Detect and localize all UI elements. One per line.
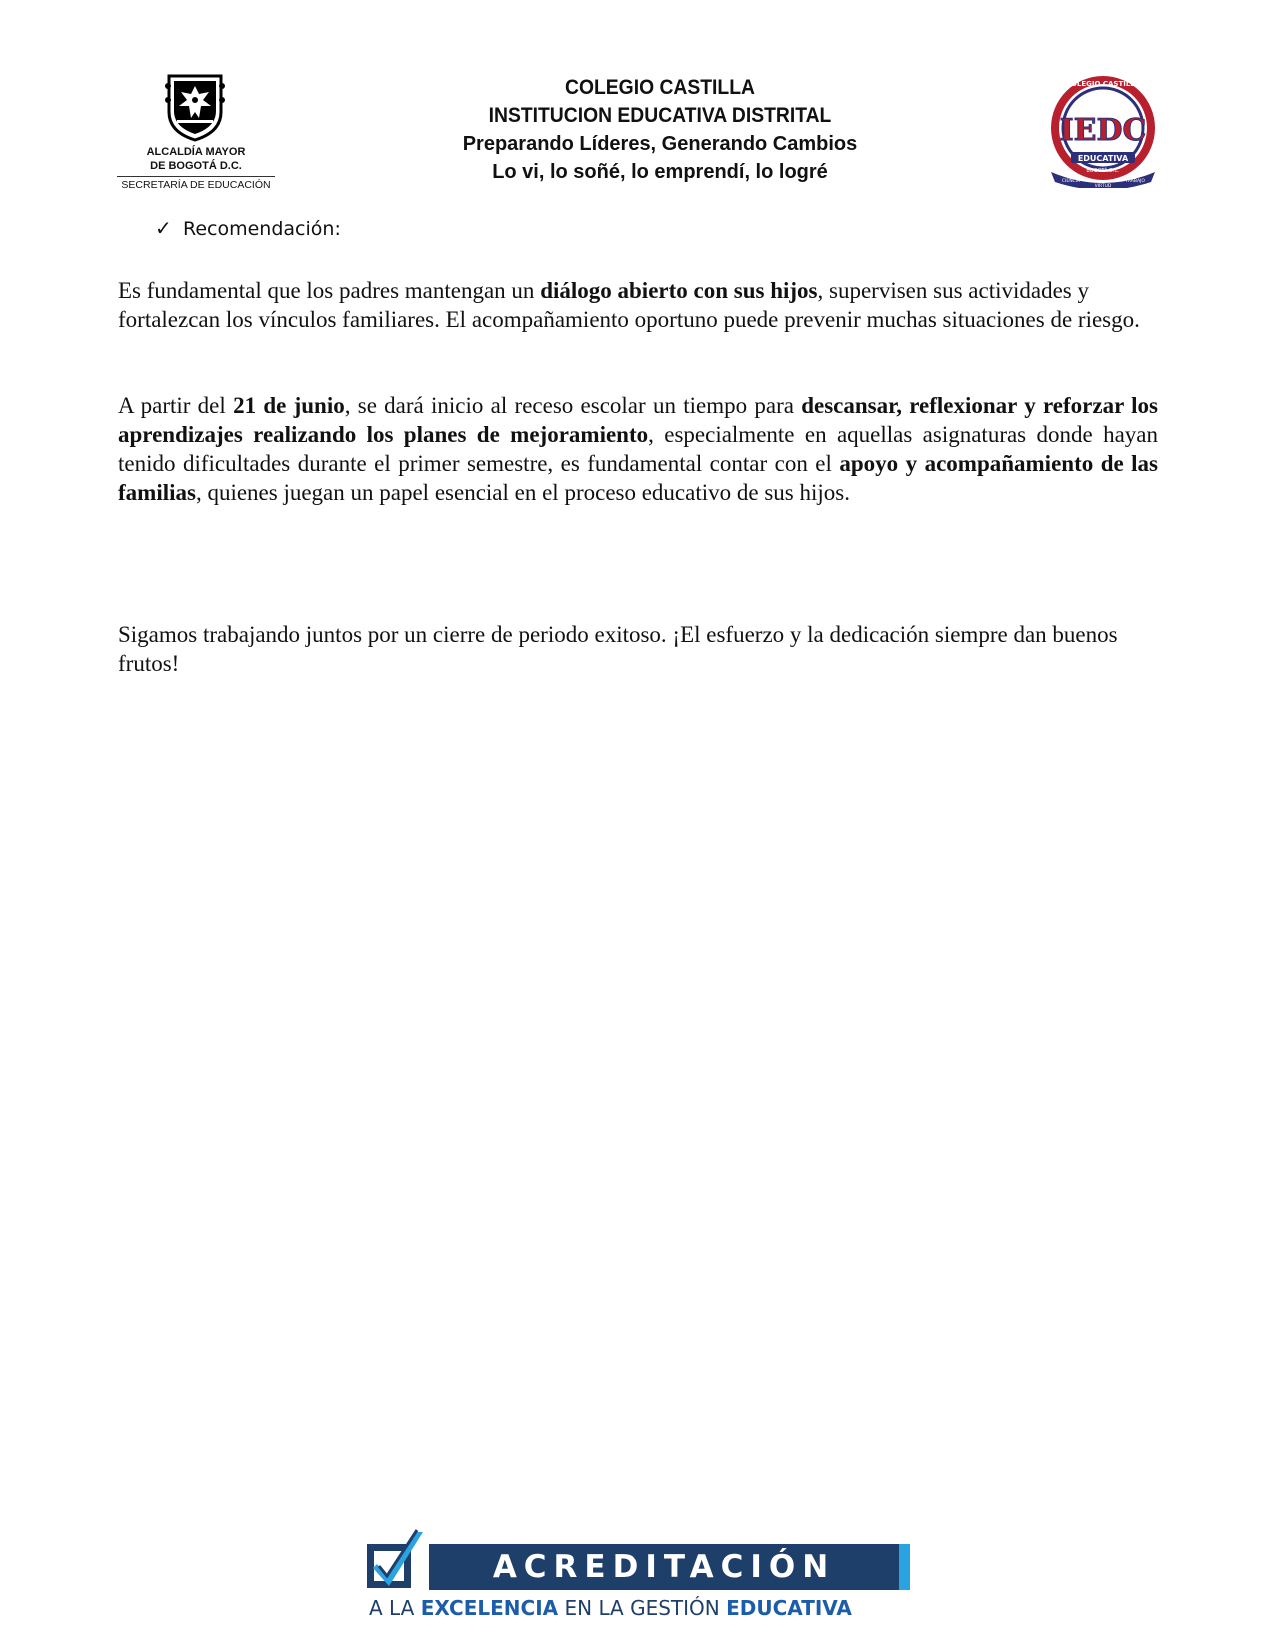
p2-text-g: , quienes juegan un papel esencial en el proceso educativo de sus hijos. <box>195 480 850 505</box>
school-motto: Preparando Líderes, Generando Cambios <box>462 133 858 155</box>
acc-sub-excelencia: EXCELENCIA <box>420 1596 559 1620</box>
check-icon: ✓ <box>155 216 172 240</box>
bogota-crest-icon <box>163 72 227 142</box>
p2-text-c: , se dará inicio al receso escolar un tiempo para <box>344 393 802 418</box>
school-slogan: Lo vi, lo soñé, lo emprendí, lo logré <box>492 161 828 183</box>
p2-text-e: , especialmente en aquellas asignaturas donde hayan tenido dificultades durante el primer semestre, es fundamental contar con el <box>118 422 1158 476</box>
school-type: INSTITUCION EDUCATIVA DISTRITAL <box>488 104 832 127</box>
document-header <box>0 0 1275 200</box>
recommendation-heading <box>155 216 341 240</box>
p2-bold-rest-reflect: descansar, reflexionar y reforzar los aprendizajes realizando los planes de mejoramiento <box>118 393 1158 447</box>
acc-sub-educativa: EDUCATIVA <box>726 1596 852 1620</box>
p2-text-a: A partir del <box>118 393 234 418</box>
acreditacion-check-icon <box>365 1528 429 1590</box>
acc-sub-c: EN LA GESTIÓN <box>558 1596 727 1620</box>
seal-ribbon-word-2: VIRTUD <box>1094 184 1112 188</box>
bogota-logo <box>117 72 275 192</box>
bogota-logo-line1: ALCALDÍA MAYOR <box>146 146 246 158</box>
p1-bold-dialogue: diálogo abierto con sus hijos <box>540 278 818 303</box>
bogota-logo-divider <box>117 176 275 177</box>
acreditacion-logo <box>365 1528 910 1628</box>
seal-ribbon-word-3: TRABAJO <box>1125 179 1145 184</box>
school-title-block <box>330 74 990 186</box>
p1-text-c: , supervisen sus actividades y fortalezcan los vínculos familiares. El acompañamiento oportuno puede prevenir muchas situaciones de riesgo. <box>118 278 1140 332</box>
recommendation-label: Recomendación: <box>183 218 341 240</box>
seal-ribbon-word-1: CIENCIA <box>1061 179 1081 184</box>
acreditacion-title: ACREDITACIÓN <box>492 1549 836 1585</box>
seal-monogram: IEDC <box>1059 113 1147 148</box>
bogota-logo-line2: DE BOGOTÁ D.C. <box>150 160 242 172</box>
paragraph-school-recess <box>118 391 1158 507</box>
bogota-logo-line3: SECRETARÍA DE EDUCACIÓN <box>121 179 271 191</box>
p2-bold-date: 21 de junio <box>233 393 345 418</box>
paragraph-parent-dialogue <box>118 276 1158 334</box>
seal-bottom-text: BOGOTÁ D.C. <box>1086 168 1120 174</box>
acreditacion-subtitle <box>369 1596 914 1620</box>
p1-text-a: Es fundamental que los padres mantengan un <box>118 278 541 303</box>
acc-sub-a: A LA <box>369 1596 421 1620</box>
p2-bold-family-support: apoyo y acompañamiento de las familias <box>118 451 1159 505</box>
colegio-castilla-seal-icon <box>1045 72 1161 188</box>
school-name: COLEGIO CASTILLA <box>565 76 755 99</box>
seal-ring-text: COLEGIO CASTILLA <box>1065 80 1141 88</box>
seal-band-text: EDUCATIVA <box>1077 154 1129 163</box>
acreditacion-bar-accent <box>899 1544 910 1590</box>
paragraph-closing: Sigamos trabajando juntos por un cierre de periodo exitoso. ¡El esfuerzo y la dedicación siempre dan buenos frutos! <box>118 622 1118 676</box>
